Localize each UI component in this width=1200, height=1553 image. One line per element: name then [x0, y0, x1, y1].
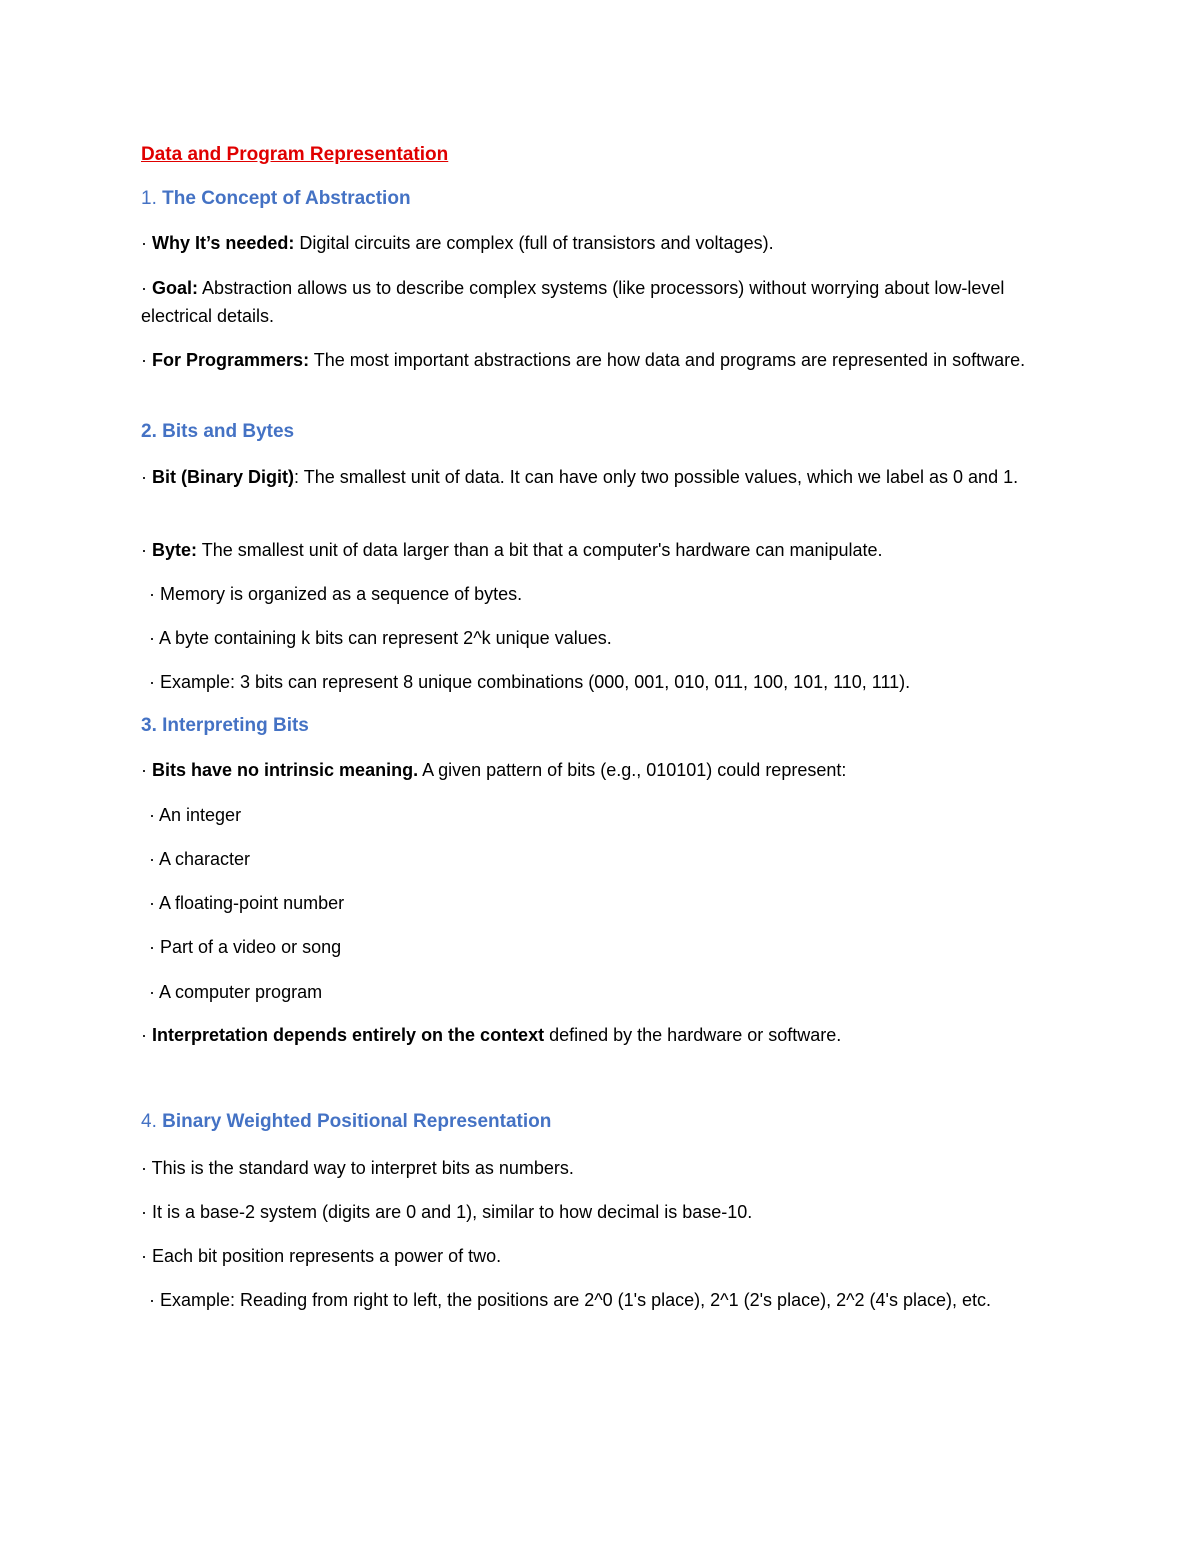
bullet: · — [141, 350, 147, 370]
bullet: · — [141, 278, 147, 298]
sub-list-item: · A byte containing k bits can represent 2^k unique values. — [149, 628, 612, 648]
bullet: · — [141, 760, 147, 780]
bullet: · — [141, 233, 147, 253]
item-text: Digital circuits are complex (full of transistors and voltages). — [299, 233, 774, 253]
item-label: Bit (Binary Digit) — [152, 467, 295, 487]
sub-list-item: · A computer program — [149, 982, 323, 1002]
section-title: Bits and Bytes — [162, 421, 295, 442]
list-item — [141, 463, 1061, 491]
sub-list-item: · Part of a video or song — [149, 937, 342, 957]
section-number: 4. — [141, 1111, 157, 1132]
sub-list-item: · Example: 3 bits can represent 8 unique combinations (000, 001, 010, 011, 100, 101, 110, 111). — [149, 672, 911, 692]
section-2-heading — [141, 418, 1061, 446]
list-item — [141, 536, 1061, 564]
section-number: 2. — [141, 421, 157, 442]
section-number: 3. — [141, 715, 157, 736]
list-item: · This is the standard way to interpret bits as numbers. — [141, 1158, 574, 1178]
section-number: 1. — [141, 188, 157, 209]
bullet: · — [141, 1025, 147, 1045]
section-title: The Concept of Abstraction — [162, 188, 411, 209]
document-title: Data and Program Representation — [141, 144, 449, 165]
item-text: The most important abstractions are how data and programs are represented in software. — [313, 350, 1026, 370]
bullet: · — [141, 540, 147, 560]
section-4-heading — [141, 1108, 1061, 1136]
item-text: A given pattern of bits (e.g., 010101) could represent: — [422, 760, 847, 780]
sub-list-item: · Example: Reading from right to left, the positions are 2^0 (1's place), 2^1 (2's place), 2^2 (4's place), etc. — [149, 1290, 992, 1310]
item-label: Bits have no intrinsic meaning. — [152, 760, 419, 780]
list-item: · Each bit position represents a power of two. — [141, 1246, 502, 1266]
list-item — [141, 229, 1061, 257]
item-label: For Programmers: — [152, 350, 310, 370]
list-item — [141, 756, 1061, 784]
item-text: The smallest unit of data larger than a bit that a computer's hardware can manipulate. — [201, 540, 883, 560]
list-item — [141, 274, 1061, 330]
section-title: Interpreting Bits — [162, 715, 309, 736]
sub-list-item: · Memory is organized as a sequence of bytes. — [149, 584, 523, 604]
item-text: : The smallest unit of data. It can have only two possible values, which we label as 0 and 1. — [294, 467, 1019, 487]
list-item — [141, 1021, 1061, 1049]
item-label: Byte: — [152, 540, 198, 560]
bullet: · — [141, 467, 147, 487]
sub-list-item: · A floating-point number — [149, 893, 345, 913]
item-text: defined by the hardware or software. — [549, 1025, 842, 1045]
section-3-heading — [141, 712, 1061, 740]
item-label: Goal: — [152, 278, 199, 298]
section-title: Binary Weighted Positional Representation — [162, 1111, 552, 1132]
item-label: Why It’s needed: — [152, 233, 295, 253]
sub-list-item: · An integer — [149, 805, 242, 825]
section-1-heading — [141, 185, 1061, 213]
list-item — [141, 346, 1061, 374]
item-text: Abstraction allows us to describe complex systems (like processors) without worrying about low-level electrical details. — [141, 278, 1005, 326]
list-item: · It is a base-2 system (digits are 0 and 1), similar to how decimal is base-10. — [141, 1202, 753, 1222]
sub-list-item: · A character — [149, 849, 251, 869]
item-label: Interpretation depends entirely on the context — [152, 1025, 545, 1045]
